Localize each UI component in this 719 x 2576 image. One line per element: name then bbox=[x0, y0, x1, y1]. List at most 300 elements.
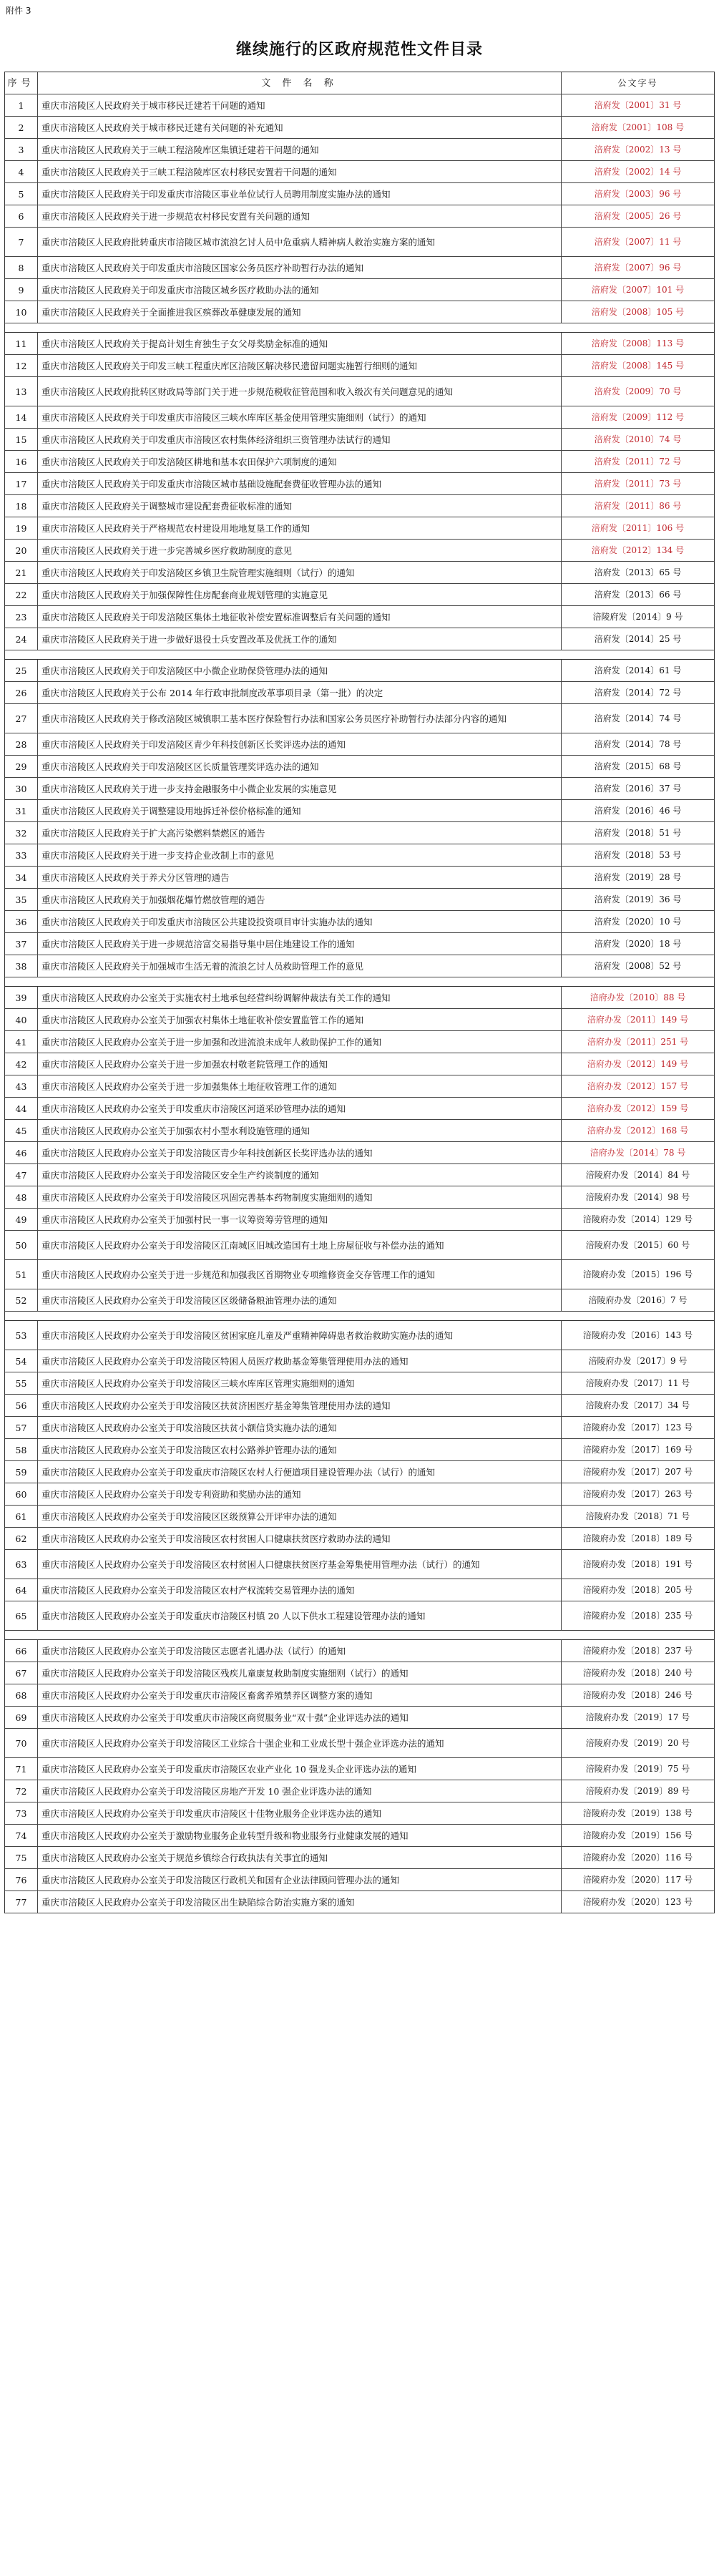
row-number: 70 bbox=[5, 1729, 38, 1757]
table-row bbox=[4, 955, 715, 977]
table-row bbox=[4, 867, 715, 889]
row-number: 38 bbox=[5, 955, 38, 977]
row-number: 25 bbox=[5, 660, 38, 681]
row-number: 22 bbox=[5, 584, 38, 605]
document-name: 重庆市涪陵区人民政府办公室关于进一步加强农村敬老院管理工作的通知 bbox=[38, 1053, 562, 1075]
document-name: 重庆市涪陵区人民政府办公室关于加强村民一事一议筹资筹劳管理的通知 bbox=[38, 1209, 562, 1230]
document-name: 重庆市涪陵区人民政府关于印发重庆市涪陵区事业单位试行人员聘用制度实施办法的通知 bbox=[38, 183, 562, 205]
section-separator bbox=[4, 323, 715, 333]
document-code: 涪陵府办发〔2018〕237 号 bbox=[582, 1645, 693, 1656]
document-name: 重庆市涪陵区人民政府关于进一步支持金融服务中小微企业发展的实施意见 bbox=[38, 778, 562, 799]
document-name: 重庆市涪陵区人民政府关于印发重庆市涪陵区国家公务员医疗补助暂行办法的通知 bbox=[38, 257, 562, 278]
document-name: 重庆市涪陵区人民政府关于严格规范农村建设用地地复垦工作的通知 bbox=[38, 517, 562, 539]
table-row bbox=[4, 377, 715, 406]
table-row bbox=[4, 1528, 715, 1550]
document-code: 涪府发〔2002〕14 号 bbox=[594, 166, 682, 177]
document-code: 涪陵府办发〔2019〕89 号 bbox=[585, 1785, 690, 1796]
row-number: 20 bbox=[5, 540, 38, 561]
document-code: 涪府发〔2008〕145 号 bbox=[591, 360, 685, 371]
table-row bbox=[4, 1053, 715, 1075]
document-code: 涪府发〔2008〕52 号 bbox=[594, 960, 682, 971]
table-row bbox=[4, 495, 715, 517]
document-code: 涪府办发〔2011〕251 号 bbox=[587, 1036, 689, 1047]
document-code: 涪府发〔2011〕73 号 bbox=[594, 478, 682, 489]
document-name: 重庆市涪陵区人民政府关于提高计划生育独生子女父母奖励金标准的通知 bbox=[38, 333, 562, 354]
document-name: 重庆市涪陵区人民政府办公室关于加强农村集体土地征收补偿安置监管工作的通知 bbox=[38, 1009, 562, 1030]
document-name: 重庆市涪陵区人民政府办公室关于印发涪陵区特困人员医疗救助基金筹集管理使用办法的通知 bbox=[38, 1350, 562, 1372]
document-name: 重庆市涪陵区人民政府办公室关于印发涪陵区江南城区旧城改造国有土地上房屋征收与补偿办法的通知 bbox=[38, 1231, 562, 1259]
document-name: 重庆市涪陵区人民政府办公室关于印发涪陵区工业综合十强企业和工业成长型十强企业评选办法的通知 bbox=[38, 1729, 562, 1757]
document-name: 重庆市涪陵区人民政府关于扩大高污染燃料禁燃区的通告 bbox=[38, 822, 562, 844]
document-code: 涪陵府办发〔2019〕20 号 bbox=[585, 1737, 690, 1748]
table-row bbox=[4, 94, 715, 117]
row-number: 17 bbox=[5, 473, 38, 494]
row-number: 10 bbox=[5, 301, 38, 323]
table-row bbox=[4, 406, 715, 429]
header-no: 序号 bbox=[5, 72, 38, 94]
row-number: 48 bbox=[5, 1186, 38, 1208]
document-code: 涪府发〔2010〕74 号 bbox=[594, 434, 682, 444]
document-name: 重庆市涪陵区人民政府关于印发三峡工程重庆库区涪陵区解决移民遗留问题实施暂行细则的通知 bbox=[38, 355, 562, 376]
table-row bbox=[4, 1601, 715, 1631]
table-row bbox=[4, 451, 715, 473]
row-number: 41 bbox=[5, 1031, 38, 1053]
document-code: 涪府办发〔2012〕149 号 bbox=[587, 1058, 689, 1069]
document-name: 重庆市涪陵区人民政府关于印发重庆市涪陵区三峡水库库区基金使用管理实施细则（试行）的通知 bbox=[38, 406, 562, 428]
table-row bbox=[4, 584, 715, 606]
table-row bbox=[4, 800, 715, 822]
document-code: 涪陵府办发〔2014〕84 号 bbox=[585, 1169, 690, 1180]
document-code: 涪陵府办发〔2018〕205 号 bbox=[582, 1584, 693, 1595]
document-code: 涪陵府发〔2014〕9 号 bbox=[592, 611, 683, 622]
document-name: 重庆市涪陵区人民政府关于印发涪陵区区长质量管理奖评选办法的通知 bbox=[38, 756, 562, 777]
row-number: 8 bbox=[5, 257, 38, 278]
row-number: 60 bbox=[5, 1483, 38, 1505]
section-separator bbox=[4, 650, 715, 660]
document-name: 重庆市涪陵区人民政府关于进一步做好退役士兵安置改革及优抚工作的通知 bbox=[38, 628, 562, 650]
section-separator bbox=[4, 977, 715, 987]
row-number: 5 bbox=[5, 183, 38, 205]
row-number: 27 bbox=[5, 704, 38, 733]
document-name: 重庆市涪陵区人民政府办公室关于印发涪陵区农村贫困人口健康扶贫医疗救助办法的通知 bbox=[38, 1528, 562, 1549]
document-name: 重庆市涪陵区人民政府办公室关于激励物业服务企业转型升级和物业服务行业健康发展的通知 bbox=[38, 1825, 562, 1846]
row-number: 51 bbox=[5, 1260, 38, 1289]
document-code: 涪府发〔2014〕25 号 bbox=[594, 633, 682, 644]
document-name: 重庆市涪陵区人民政府办公室关于印发涪陵区农村产权流转交易管理办法的通知 bbox=[38, 1579, 562, 1601]
document-code: 涪陵府办发〔2018〕246 号 bbox=[582, 1689, 693, 1700]
document-code: 涪府发〔2019〕28 号 bbox=[594, 872, 682, 882]
section-separator bbox=[4, 1312, 715, 1321]
row-number: 12 bbox=[5, 355, 38, 376]
row-number: 62 bbox=[5, 1528, 38, 1549]
document-name: 重庆市涪陵区人民政府办公室关于印发涪陵区青少年科技创新区长奖评选办法的通知 bbox=[38, 1142, 562, 1163]
table-row bbox=[4, 429, 715, 451]
row-number: 47 bbox=[5, 1164, 38, 1186]
row-number: 35 bbox=[5, 889, 38, 910]
table-row bbox=[4, 704, 715, 733]
table-row bbox=[4, 1142, 715, 1164]
document-code: 涪陵府办发〔2015〕60 号 bbox=[585, 1239, 690, 1250]
document-name: 重庆市涪陵区人民政府办公室关于实施农村土地承包经营纠纷调解仲裁法有关工作的通知 bbox=[38, 987, 562, 1008]
document-code: 涪陵府办发〔2018〕240 号 bbox=[582, 1667, 693, 1678]
header-code: 公文字号 bbox=[617, 77, 658, 88]
document-name: 重庆市涪陵区人民政府批转重庆市涪陵区城市流浪乞讨人员中危重病人精神病人救治实施方案的通知 bbox=[38, 228, 562, 256]
document-name: 重庆市涪陵区人民政府关于调整建设用地拆迁补偿价格标准的通知 bbox=[38, 800, 562, 821]
document-code: 涪府发〔2011〕86 号 bbox=[594, 500, 682, 511]
document-name: 重庆市涪陵区人民政府关于印发涪陵区中小微企业助保贷管理办法的通知 bbox=[38, 660, 562, 681]
document-code: 涪府发〔2014〕61 号 bbox=[594, 665, 682, 675]
document-name: 重庆市涪陵区人民政府办公室关于印发涪陵区房地产开发 10 强企业评选办法的通知 bbox=[38, 1780, 562, 1802]
document-code: 涪府发〔2005〕26 号 bbox=[594, 210, 682, 221]
document-name: 重庆市涪陵区人民政府办公室关于印发重庆市涪陵区农业产业化 10 强龙头企业评选办法的通知 bbox=[38, 1758, 562, 1780]
table-row bbox=[4, 1098, 715, 1120]
document-code: 涪府发〔2019〕36 号 bbox=[594, 894, 682, 904]
table-row bbox=[4, 1164, 715, 1186]
row-number: 9 bbox=[5, 279, 38, 301]
table-row bbox=[4, 1550, 715, 1579]
row-number: 30 bbox=[5, 778, 38, 799]
document-name: 重庆市涪陵区人民政府关于加强保障性住房配套商业规划管理的实施意见 bbox=[38, 584, 562, 605]
table-row bbox=[4, 889, 715, 911]
row-number: 73 bbox=[5, 1802, 38, 1824]
document-code: 涪府发〔2013〕66 号 bbox=[594, 589, 682, 600]
table-row bbox=[4, 1009, 715, 1031]
document-name: 重庆市涪陵区人民政府办公室关于进一步加强和改进流浪未成年人救助保护工作的通知 bbox=[38, 1031, 562, 1053]
table-row bbox=[4, 301, 715, 323]
row-number: 71 bbox=[5, 1758, 38, 1780]
document-code: 涪陵府办发〔2017〕207 号 bbox=[582, 1466, 693, 1477]
document-name: 重庆市涪陵区人民政府关于印发重庆市涪陵区公共建设投资项目审计实施办法的通知 bbox=[38, 911, 562, 932]
row-number: 4 bbox=[5, 161, 38, 182]
row-number: 45 bbox=[5, 1120, 38, 1141]
table-row bbox=[4, 822, 715, 844]
table-row bbox=[4, 628, 715, 650]
document-code: 涪府发〔2008〕113 号 bbox=[591, 338, 685, 348]
table-row bbox=[4, 1372, 715, 1395]
document-name: 重庆市涪陵区人民政府关于印发重庆市涪陵区城乡医疗救助办法的通知 bbox=[38, 279, 562, 301]
table-row bbox=[4, 540, 715, 562]
document-code: 涪府发〔2007〕101 号 bbox=[591, 284, 685, 295]
row-number: 18 bbox=[5, 495, 38, 517]
document-name: 重庆市涪陵区人民政府办公室关于印发涪陵区残疾儿童康复救助制度实施细则（试行）的通知 bbox=[38, 1662, 562, 1684]
table-row bbox=[4, 1891, 715, 1913]
document-code: 涪府发〔2007〕11 号 bbox=[594, 236, 682, 247]
row-number: 7 bbox=[5, 228, 38, 256]
document-code: 涪府办发〔2011〕149 号 bbox=[587, 1014, 689, 1025]
table-row bbox=[4, 1231, 715, 1260]
document-code: 涪府发〔2009〕70 号 bbox=[594, 386, 682, 396]
document-name: 重庆市涪陵区人民政府办公室关于印发重庆市涪陵区畜禽养殖禁养区调整方案的通知 bbox=[38, 1684, 562, 1706]
document-name: 重庆市涪陵区人民政府办公室关于印发涪陵区贫困家庭儿童及严重精神障碍患者救治救助实施办法的通知 bbox=[38, 1321, 562, 1350]
table-row bbox=[4, 1847, 715, 1869]
document-name: 重庆市涪陵区人民政府办公室关于印发涪陵区行政机关和国有企业法律顾问管理办法的通知 bbox=[38, 1869, 562, 1890]
table-row bbox=[4, 911, 715, 933]
document-code: 涪陵府办发〔2017〕34 号 bbox=[585, 1400, 690, 1410]
document-code: 涪府发〔2002〕13 号 bbox=[594, 144, 682, 155]
row-number: 63 bbox=[5, 1550, 38, 1579]
document-code: 涪府发〔2020〕10 号 bbox=[594, 916, 682, 927]
row-number: 13 bbox=[5, 377, 38, 406]
document-code: 涪府发〔2013〕65 号 bbox=[594, 567, 682, 577]
document-code: 涪府办发〔2010〕88 号 bbox=[590, 992, 686, 1002]
document-code: 涪府发〔2020〕18 号 bbox=[594, 938, 682, 949]
document-name: 重庆市涪陵区人民政府办公室关于印发重庆市涪陵区商贸服务业“双十强”企业评选办法的通知 bbox=[38, 1707, 562, 1728]
document-name: 重庆市涪陵区人民政府关于进一步支持企业改制上市的意见 bbox=[38, 844, 562, 866]
document-name: 重庆市涪陵区人民政府办公室关于印发重庆市涪陵区农村人行便道项目建设管理办法（试行）的通知 bbox=[38, 1461, 562, 1483]
row-number: 46 bbox=[5, 1142, 38, 1163]
document-name: 重庆市涪陵区人民政府办公室关于印发专利资助和奖励办法的通知 bbox=[38, 1483, 562, 1505]
document-code: 涪陵府办发〔2017〕169 号 bbox=[582, 1444, 693, 1455]
document-code: 涪府发〔2001〕108 号 bbox=[591, 122, 685, 132]
table-row bbox=[4, 778, 715, 800]
document-code: 涪陵府办发〔2020〕123 号 bbox=[582, 1896, 693, 1907]
document-code: 涪府办发〔2014〕78 号 bbox=[590, 1147, 686, 1158]
document-code: 涪府发〔2015〕68 号 bbox=[594, 761, 682, 771]
document-code: 涪陵府办发〔2016〕7 号 bbox=[588, 1294, 688, 1305]
document-code: 涪陵府办发〔2020〕116 号 bbox=[582, 1852, 693, 1863]
document-code: 涪陵府办发〔2017〕9 号 bbox=[588, 1355, 688, 1366]
document-code: 涪府发〔2009〕112 号 bbox=[591, 411, 685, 422]
table-row bbox=[4, 1209, 715, 1231]
document-code: 涪府发〔2011〕106 号 bbox=[591, 522, 685, 533]
table-row bbox=[4, 756, 715, 778]
row-number: 1 bbox=[5, 94, 38, 116]
table-row bbox=[4, 1506, 715, 1528]
row-number: 32 bbox=[5, 822, 38, 844]
document-code: 涪陵府办发〔2015〕196 号 bbox=[582, 1269, 693, 1279]
table-row bbox=[4, 1260, 715, 1289]
document-name: 重庆市涪陵区人民政府办公室关于印发涪陵区扶贫济困医疗基金筹集管理使用办法的通知 bbox=[38, 1395, 562, 1416]
row-number: 40 bbox=[5, 1009, 38, 1030]
table-row bbox=[4, 1289, 715, 1312]
table-row bbox=[4, 257, 715, 279]
row-number: 49 bbox=[5, 1209, 38, 1230]
document-code: 涪陵府办发〔2018〕235 号 bbox=[582, 1610, 693, 1621]
document-name: 重庆市涪陵区人民政府关于城市移民迁建有关问题的补充通知 bbox=[38, 117, 562, 138]
document-code: 涪府发〔2014〕78 号 bbox=[594, 738, 682, 749]
table-row bbox=[4, 1395, 715, 1417]
document-code: 涪府发〔2016〕37 号 bbox=[594, 783, 682, 794]
document-code: 涪陵府办发〔2017〕263 号 bbox=[582, 1488, 693, 1499]
row-number: 65 bbox=[5, 1601, 38, 1630]
table-row bbox=[4, 844, 715, 867]
document-code: 涪陵府办发〔2014〕129 号 bbox=[582, 1214, 693, 1224]
table-row bbox=[4, 139, 715, 161]
document-name: 重庆市涪陵区人民政府关于修改涪陵区城镇职工基本医疗保险暂行办法和国家公务员医疗补助暂行办法部分内容的通知 bbox=[38, 704, 562, 733]
row-number: 66 bbox=[5, 1640, 38, 1662]
document-name: 重庆市涪陵区人民政府办公室关于规范乡镇综合行政执法有关事宜的通知 bbox=[38, 1847, 562, 1868]
table-row bbox=[4, 1186, 715, 1209]
table-row bbox=[4, 205, 715, 228]
document-code: 涪府办发〔2012〕159 号 bbox=[587, 1103, 689, 1113]
row-number: 14 bbox=[5, 406, 38, 428]
document-code: 涪府发〔2018〕53 号 bbox=[594, 849, 682, 860]
table-row bbox=[4, 1120, 715, 1142]
row-number: 28 bbox=[5, 733, 38, 755]
table-row bbox=[4, 682, 715, 704]
row-number: 21 bbox=[5, 562, 38, 583]
document-code: 涪府办发〔2012〕157 号 bbox=[587, 1080, 689, 1091]
document-code: 涪陵府办发〔2018〕191 号 bbox=[582, 1558, 693, 1569]
document-code: 涪陵府办发〔2017〕123 号 bbox=[582, 1422, 693, 1433]
annex-label: 附件 3 bbox=[6, 6, 31, 16]
document-name: 重庆市涪陵区人民政府办公室关于印发涪陵区农村贫困人口健康扶贫医疗基金筹集使用管理办法（试行）的通知 bbox=[38, 1550, 562, 1579]
document-name: 重庆市涪陵区人民政府关于进一步完善城乡医疗救助制度的意见 bbox=[38, 540, 562, 561]
row-number: 59 bbox=[5, 1461, 38, 1483]
table-row bbox=[4, 1662, 715, 1684]
row-number: 55 bbox=[5, 1372, 38, 1394]
table-row bbox=[4, 1729, 715, 1758]
document-name: 重庆市涪陵区人民政府关于三峡工程涪陵库区农村移民安置若干问题的通知 bbox=[38, 161, 562, 182]
document-name: 重庆市涪陵区人民政府关于加强烟花爆竹燃放管理的通告 bbox=[38, 889, 562, 910]
document-code: 涪陵府办发〔2014〕98 号 bbox=[585, 1191, 690, 1202]
document-table bbox=[4, 72, 715, 1913]
table-row bbox=[4, 1707, 715, 1729]
document-name: 重庆市涪陵区人民政府办公室关于印发涪陵区巩固完善基本药物制度实施细则的通知 bbox=[38, 1186, 562, 1208]
document-name: 重庆市涪陵区人民政府办公室关于印发涪陵区志愿者礼遇办法（试行）的通知 bbox=[38, 1640, 562, 1662]
row-number: 44 bbox=[5, 1098, 38, 1119]
table-row bbox=[4, 1780, 715, 1802]
table-row bbox=[4, 1483, 715, 1506]
document-code: 涪陵府办发〔2018〕189 号 bbox=[582, 1533, 693, 1543]
row-number: 26 bbox=[5, 682, 38, 703]
document-name: 重庆市涪陵区人民政府关于加强城市生活无着的流浪乞讨人员救助管理工作的意见 bbox=[38, 955, 562, 977]
document-name: 重庆市涪陵区人民政府关于全面推进我区殡葬改革健康发展的通知 bbox=[38, 301, 562, 323]
table-row bbox=[4, 733, 715, 756]
row-number: 64 bbox=[5, 1579, 38, 1601]
table-row bbox=[4, 1417, 715, 1439]
document-code: 涪府发〔2012〕134 号 bbox=[591, 545, 685, 555]
table-row bbox=[4, 1350, 715, 1372]
table-row bbox=[4, 279, 715, 301]
row-number: 34 bbox=[5, 867, 38, 888]
table-row bbox=[4, 1461, 715, 1483]
table-header bbox=[4, 72, 715, 94]
row-number: 56 bbox=[5, 1395, 38, 1416]
row-number: 19 bbox=[5, 517, 38, 539]
row-number: 74 bbox=[5, 1825, 38, 1846]
row-number: 57 bbox=[5, 1417, 38, 1438]
document-name: 重庆市涪陵区人民政府关于印发涪陵区青少年科技创新区长奖评选办法的通知 bbox=[38, 733, 562, 755]
document-code: 涪府发〔2001〕31 号 bbox=[594, 99, 682, 110]
table-row bbox=[4, 562, 715, 584]
table-row bbox=[4, 1031, 715, 1053]
table-row bbox=[4, 660, 715, 682]
document-name: 重庆市涪陵区人民政府办公室关于加强农村小型水利设施管理的通知 bbox=[38, 1120, 562, 1141]
table-row bbox=[4, 1869, 715, 1891]
document-code: 涪陵府办发〔2016〕143 号 bbox=[582, 1330, 693, 1340]
document-code: 涪府发〔2018〕51 号 bbox=[594, 827, 682, 838]
row-number: 43 bbox=[5, 1075, 38, 1097]
document-code: 涪陵府办发〔2017〕11 号 bbox=[585, 1377, 690, 1388]
document-name: 重庆市涪陵区人民政府关于调整城市建设配套费征收标准的通知 bbox=[38, 495, 562, 517]
document-name: 重庆市涪陵区人民政府关于印发重庆市涪陵区城市基础设施配套费征收管理办法的通知 bbox=[38, 473, 562, 494]
document-code: 涪陵府办发〔2020〕117 号 bbox=[582, 1874, 693, 1885]
row-number: 36 bbox=[5, 911, 38, 932]
row-number: 16 bbox=[5, 451, 38, 472]
table-row bbox=[4, 1579, 715, 1601]
document-code: 涪府发〔2016〕46 号 bbox=[594, 805, 682, 816]
table-row bbox=[4, 1684, 715, 1707]
document-code: 涪陵府办发〔2019〕17 号 bbox=[585, 1712, 690, 1722]
document-code: 涪府办发〔2012〕168 号 bbox=[587, 1125, 689, 1136]
document-name: 重庆市涪陵区人民政府办公室关于印发重庆市涪陵区村镇 20 人以下供水工程建设管理办法的通知 bbox=[38, 1601, 562, 1630]
table-row bbox=[4, 933, 715, 955]
document-code: 涪陵府办发〔2019〕156 号 bbox=[582, 1830, 693, 1840]
document-name: 重庆市涪陵区人民政府关于城市移民迁建若干问题的通知 bbox=[38, 94, 562, 116]
row-number: 72 bbox=[5, 1780, 38, 1802]
table-row bbox=[4, 161, 715, 183]
row-number: 50 bbox=[5, 1231, 38, 1259]
document-code: 涪陵府办发〔2019〕138 号 bbox=[582, 1807, 693, 1818]
row-number: 69 bbox=[5, 1707, 38, 1728]
document-code: 涪陵府办发〔2018〕71 号 bbox=[585, 1511, 690, 1521]
document-name: 重庆市涪陵区人民政府办公室关于印发重庆市涪陵区河道采砂管理办法的通知 bbox=[38, 1098, 562, 1119]
table-row bbox=[4, 987, 715, 1009]
row-number: 29 bbox=[5, 756, 38, 777]
row-number: 6 bbox=[5, 205, 38, 227]
header-name: 文 件 名 称 bbox=[38, 72, 562, 94]
row-number: 52 bbox=[5, 1289, 38, 1311]
table-row bbox=[4, 1321, 715, 1350]
document-name: 重庆市涪陵区人民政府关于三峡工程涪陵库区集镇迁建若干问题的通知 bbox=[38, 139, 562, 160]
table-row bbox=[4, 1758, 715, 1780]
row-number: 11 bbox=[5, 333, 38, 354]
row-number: 76 bbox=[5, 1869, 38, 1890]
document-name: 重庆市涪陵区人民政府办公室关于进一步规范和加强我区首期物业专项维修资金交存管理工作的通知 bbox=[38, 1260, 562, 1289]
document-name: 重庆市涪陵区人民政府办公室关于印发涪陵区扶贫小额信贷实施办法的通知 bbox=[38, 1417, 562, 1438]
document-name: 重庆市涪陵区人民政府关于养犬分区管理的通告 bbox=[38, 867, 562, 888]
document-name: 重庆市涪陵区人民政府关于印发涪陵区耕地和基本农田保护六项制度的通知 bbox=[38, 451, 562, 472]
document-code: 涪府发〔2014〕74 号 bbox=[594, 713, 682, 723]
table-row bbox=[4, 355, 715, 377]
table-row bbox=[4, 117, 715, 139]
table-row bbox=[4, 606, 715, 628]
table-row bbox=[4, 1825, 715, 1847]
row-number: 67 bbox=[5, 1662, 38, 1684]
document-name: 重庆市涪陵区人民政府办公室关于印发涪陵区出生缺陷综合防治实施方案的通知 bbox=[38, 1891, 562, 1913]
row-number: 53 bbox=[5, 1321, 38, 1350]
document-code: 涪府发〔2003〕96 号 bbox=[594, 188, 682, 199]
document-name: 重庆市涪陵区人民政府办公室关于印发涪陵区安全生产约谈制度的通知 bbox=[38, 1164, 562, 1186]
document-code: 涪府发〔2014〕72 号 bbox=[594, 687, 682, 698]
row-number: 31 bbox=[5, 800, 38, 821]
document-name: 重庆市涪陵区人民政府批转区财政局等部门关于进一步规范税收征管范围和收入级次有关问题意见的通知 bbox=[38, 377, 562, 406]
section-separator bbox=[4, 1631, 715, 1640]
document-code: 涪陵府办发〔2019〕75 号 bbox=[585, 1763, 690, 1774]
document-name: 重庆市涪陵区人民政府办公室关于进一步加强集体土地征收管理工作的通知 bbox=[38, 1075, 562, 1097]
document-code: 涪府发〔2011〕72 号 bbox=[594, 456, 682, 467]
table-row bbox=[4, 333, 715, 355]
document-code: 涪府发〔2007〕96 号 bbox=[594, 262, 682, 273]
row-number: 23 bbox=[5, 606, 38, 628]
row-number: 39 bbox=[5, 987, 38, 1008]
document-name: 重庆市涪陵区人民政府关于进一步规范涪富交易指导集中居住地建设工作的通知 bbox=[38, 933, 562, 955]
row-number: 54 bbox=[5, 1350, 38, 1372]
document-name: 重庆市涪陵区人民政府办公室关于印发重庆市涪陵区十佳物业服务企业评选办法的通知 bbox=[38, 1802, 562, 1824]
table-row bbox=[4, 473, 715, 495]
row-number: 2 bbox=[5, 117, 38, 138]
row-number: 3 bbox=[5, 139, 38, 160]
document-name: 重庆市涪陵区人民政府关于进一步规范农村移民安置有关问题的通知 bbox=[38, 205, 562, 227]
row-number: 75 bbox=[5, 1847, 38, 1868]
document-name: 重庆市涪陵区人民政府关于印发重庆市涪陵区农村集体经济组织三资管理办法试行的通知 bbox=[38, 429, 562, 450]
row-number: 42 bbox=[5, 1053, 38, 1075]
table-row bbox=[4, 517, 715, 540]
document-name: 重庆市涪陵区人民政府关于公布 2014 年行政审批制度改革事项目录（第一批）的决定 bbox=[38, 682, 562, 703]
row-number: 61 bbox=[5, 1506, 38, 1527]
document-name: 重庆市涪陵区人民政府关于印发涪陵区乡镇卫生院管理实施细则（试行）的通知 bbox=[38, 562, 562, 583]
